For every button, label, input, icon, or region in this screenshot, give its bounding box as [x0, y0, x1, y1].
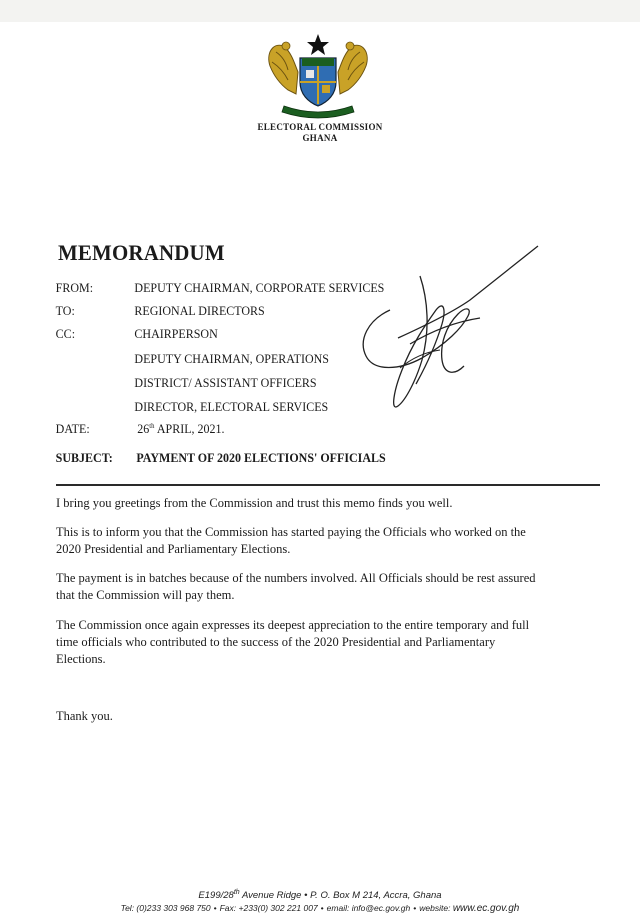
cc-label: CC: — [55, 327, 76, 341]
footer-email: email: info@ec.gov.gh — [326, 903, 411, 913]
paragraph-batches — [56, 570, 576, 604]
subject-value: PAYMENT OF 2020 ELECTIONS' OFFICIALS — [136, 451, 386, 465]
paragraph-line: I bring you greetings from the Commission and trust this memo finds you well. — [56, 496, 453, 510]
paragraph-payment-start — [56, 524, 576, 558]
cc-value-2: DEPUTY CHAIRMAN, OPERATIONS — [134, 352, 329, 366]
to-value: REGIONAL DIRECTORS — [134, 304, 265, 318]
org-name: ELECTORAL COMMISSION — [257, 122, 383, 132]
footer-contacts: Tel: (0)233 303 968 750 • Fax: +233(0) 302 221 007 • email: info@ec.gov.gh • website: www.ec.gov.gh — [120, 903, 520, 914]
from-label: FROM: — [55, 281, 94, 295]
top-margin-band — [0, 0, 640, 22]
paragraph-line: The Commission once again expresses its deepest appreciation to the entire temporary and full — [56, 618, 530, 632]
footer-fax: Fax: +233(0) 302 221 007 — [219, 903, 318, 913]
handwritten-signature — [350, 240, 550, 440]
footer-address — [0, 889, 640, 901]
date-day: 26 — [137, 422, 150, 437]
cc-value-4: DIRECTOR, ELECTORAL SERVICES — [134, 400, 329, 414]
footer-tel: Tel: (0)233 303 968 750 — [120, 903, 211, 913]
cc-value-1: CHAIRPERSON — [134, 327, 218, 341]
cc-value-3: DISTRICT/ ASSISTANT OFFICERS — [134, 376, 317, 390]
header-divider — [56, 484, 600, 486]
paragraph-line: This is to inform you that the Commission has started paying the Officials who worked on the — [56, 525, 526, 539]
address-sup: th — [233, 889, 240, 896]
address-post: Avenue Ridge • P. O. Box M 214, Accra, Ghana — [239, 890, 442, 902]
paragraph-greeting — [56, 495, 576, 512]
date-label: DATE: — [55, 422, 90, 436]
footer-website-label: website: — [419, 903, 451, 913]
paragraph-line: that the Commission will pay them. — [56, 588, 235, 602]
paragraph-line: 2020 Presidential and Parliamentary Elections. — [56, 542, 291, 556]
paragraph-appreciation — [56, 617, 576, 668]
to-label: TO: — [55, 304, 75, 318]
subject-label: SUBJECT: — [55, 451, 113, 465]
paragraph-line: time officials who contributed to the success of the 2020 Presidential and Parliamentary — [56, 635, 496, 649]
date-rest: APRIL, 2021. — [154, 422, 225, 437]
closing-text: Thank you. — [56, 709, 113, 723]
paragraph-line: The payment is in batches because of the numbers involved. All Officials should be rest assured — [56, 571, 536, 585]
coat-of-arms-icon — [262, 32, 374, 120]
closing — [56, 708, 576, 725]
memo-title: MEMORANDUM — [58, 240, 225, 265]
address-pre: E199/28 — [198, 890, 234, 902]
footer-website: www.ec.gov.gh — [452, 903, 520, 914]
date-value — [137, 422, 224, 437]
org-country: GHANA — [302, 133, 338, 143]
from-value: DEPUTY CHAIRMAN, CORPORATE SERVICES — [134, 281, 385, 295]
date-suffix: th — [149, 422, 155, 430]
paragraph-line: Elections. — [56, 652, 106, 666]
